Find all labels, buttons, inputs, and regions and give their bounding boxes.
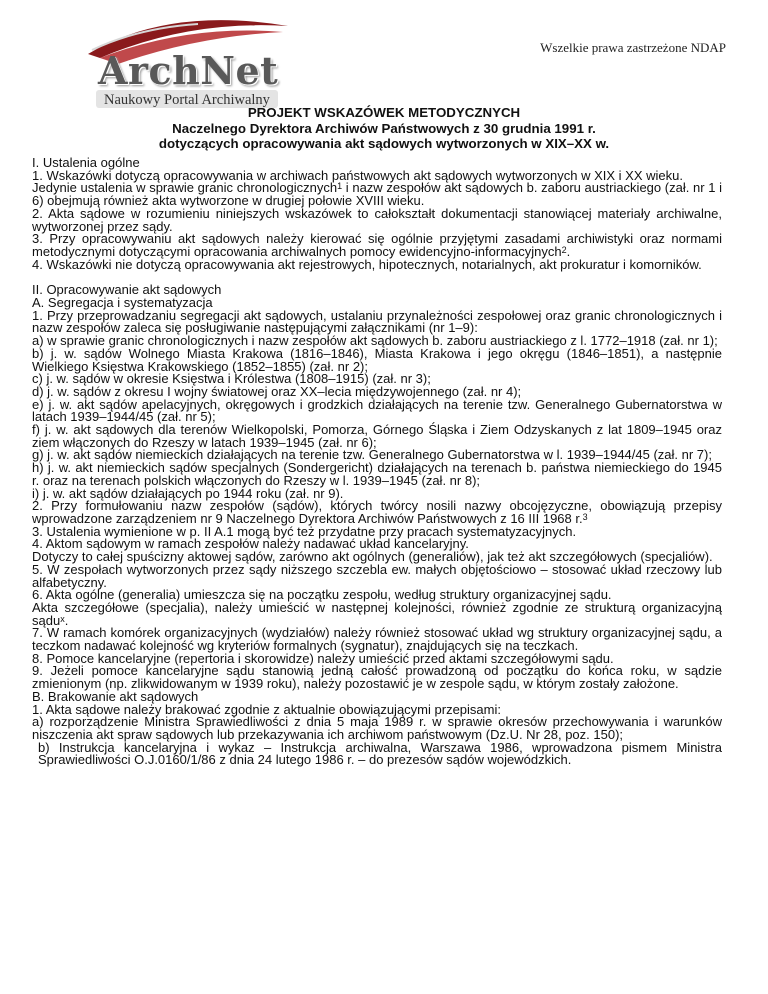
paragraph: 1. Akta sądowe należy brakować zgodnie z aktualnie obowiązującymi przepisami: (32, 701, 501, 717)
paragraph: 6. Akta ogólne (generalia) umieszcza się na początku zespołu, według struktury organizacyjnej sądu. (32, 587, 612, 603)
document-header (0, 105, 768, 152)
header-line-3: dotyczących opracowywania akt sądowych wytworzonych w XIX–XX w. (158, 136, 610, 151)
list-item: h) j. w. akt niemieckich sądów specjalnych (Sondergericht) działających na terenach b. państwa niemieckiego do 1945 r. oraz na terenach polskich włączonych do Rzeszy w l. 1939–1945 (zał. nr 8); (32, 460, 722, 488)
list-item: b) j. w. sądów Wolnego Miasta Krakowa (1816–1846), Miasta Krakowa i jego okręgu (1846–1851), a następnie Wielkiego Księstwa Krakowskiego (1852–1855) (zał. nr 2); (32, 345, 722, 374)
list-item: g) j. w. akt sądów niemieckich działających na terenie tzw. Generalnego Gubernatorstwa w l. 1939–1944/45 (zał. nr 7); (32, 447, 712, 463)
list-item: e) j. w. akt sądów apelacyjnych, okręgowych i grodzkich działających na terenie tzw. Generalnego Gubernatorstwa w latach 1939–1944/45 (zał. nr 5); (32, 396, 722, 425)
paragraph: 8. Pomoce kancelaryjne (repertoria i skorowidze) należy umieścić przed aktami szczegółowymi sądu. (32, 650, 614, 666)
subsection-a-title: A. Segregacja i systematyzacja (32, 295, 213, 311)
list-item: f) j. w. akt sądowych dla terenów Wielkopolski, Pomorza, Górnego Śląska i Ziem Odzyskanych z lat 1809–1945 oraz ziem włączonych do Rzeszy w latach 1939–1945 (zał. nr 6); (32, 422, 722, 450)
list-item: a) w sprawie granic chronologicznych i nazw zespołów akt sądowych b. zaboru austriackiego z l. 1772–1918 (zał. nr 1); (32, 333, 718, 349)
paragraph: 1. Przy przeprowadzaniu segregacji akt sądowych, ustalaniu przynależności zespołowej oraz granic chronologicznych i nazw zespołów zaleca się posługiwanie następującymi załącznikami (nr 1–9): (32, 307, 722, 336)
footnote-ref[interactable]: 1 (337, 181, 343, 192)
list-item: c) j. w. sądów w okresie Księstwa i Królestwa (1808–1915) (zał. nr 3); (32, 371, 431, 387)
copyright-notice: Wszelkie prawa zastrzeżone NDAP (540, 40, 726, 55)
header-line-2: Naczelnego Dyrektora Archiwów Państwowych z 30 grudnia 1991 r. (172, 120, 596, 136)
paragraph: 7. W ramach komórek organizacyjnych (wydziałów) należy również stosować układ wg struktury organizacyjnej sądu, a teczkom nadawać kolejność wg kryteriów formalnych (sygnatur), znajdujących się na teczkach. (32, 625, 722, 654)
logo-subtitle: Naukowy Portal Archiwalny (104, 92, 270, 108)
document-body (32, 157, 722, 767)
archnet-logo[interactable] (78, 14, 298, 110)
subsection-b-title: B. Brakowanie akt sądowych (32, 688, 199, 704)
paragraph: 9. Jeżeli pomoce kancelaryjne sądu stanowią jedną całość prowadzoną od początku do końca roku, w sądzie zmienionym (np. zlikwidowanym w 1939 roku), należy pozostawić je w zespole sądu, w którym zostały założone. (32, 663, 722, 692)
list-item: i) j. w. akt sądów działających po 1944 roku (zał. nr 9). (32, 485, 344, 501)
logo-title: ArchNet (98, 48, 279, 93)
section-2-title: II. Opracowywanie akt sądowych (32, 282, 222, 298)
paragraph: Dotyczy to całej spuścizny aktowej sądów, zarówno akt ogólnych (generaliów), jak też akt szczegółowych (specjaliów). (32, 549, 713, 565)
section-1-title: I. Ustalenia ogólne (32, 155, 140, 170)
paragraph: 1. Wskazówki dotyczą opracowywania w archiwach państwowych akt sądowych wytworzonych w XIX i XX wieku. (32, 167, 683, 183)
footnote-ref[interactable]: 2 (561, 244, 567, 255)
paragraph: 3. Ustalenia wymienione w p. II A.1 mogą być też przydatne przy pracach systematyzacyjnych. (32, 523, 577, 539)
footnote-ref[interactable]: x (60, 613, 65, 624)
list-item: d) j. w. sądów z okresu I wojny światowej oraz XX–lecia międzywojennego (zał. nr 4); (32, 383, 522, 399)
list-item: b) Instrukcja kancelaryjna i wykaz – Instrukcja archiwalna, Warszawa 1986, wprowadzona pismem Ministra Sprawiedliwości O.J.0160/1/86 z dnia 24 lutego 1986 r. – do prezesów sądów wojewódzkich. (38, 739, 722, 768)
paragraph: 4. Wskazówki nie dotyczą opracowywania akt rejestrowych, hipotecznych, notarialnych, akt prokuratur i komorników. (32, 256, 702, 272)
list-item: a) rozporządzenie Ministra Sprawiedliwości z dnia 5 maja 1989 r. w sprawie okresów przechowywania i warunków niszczenia akt spraw sądowych lub przekazywania ich archiwom państwowym (Dz.U. Nr 28, poz. 150); (32, 714, 722, 742)
paragraph: 2. Akta sądowe w rozumieniu niniejszych wskazówek to całokształt dokumentacji stanowiącej materiały archiwalne, wytworzonej przez sądy. (32, 205, 722, 234)
footnote-ref[interactable]: 3 (582, 511, 588, 522)
paragraph: 4. Aktom sądowym w ramach zespołów należy nadawać układ kancelaryjny. (32, 536, 469, 552)
paragraph: 3. Przy opracowywaniu akt sądowych należy kierować się ogólnie przyjętymi zasadami archiwistyki oraz normami metodycznymi dotyczącymi opracowania archiwalnych pomocy ewidencyjno-informacyjnych$^2$. (32, 231, 722, 259)
paragraph: 5. W zespołach wytworzonych przez sądy niższego szczebla ew. małych objętościowo – stosować układ rzeczowy lub alfabetyczny. (32, 561, 722, 590)
paragraph: Jedynie ustalenia w sprawie granic chronologicznych$^1$ i nazw zespołów akt sądowych b. zaboru austriackiego (zał. nr 1 i 6) obejmują również akta wytworzone w drugiej połowie XVIII wieku. (32, 180, 722, 209)
header-line-1: PROJEKT WSKAZÓWEK METODYCZNYCH (247, 105, 521, 120)
paragraph: 2. Przy formułowaniu nazw zespołów (sądów), których twórcy nosili nazwy obcojęzyczne, obowiązują przepisy wprowadzone zarządzeniem nr 9 Naczelnego Dyrektora Archiwów Państwowych z 16 III 1968 r.$^3$ (32, 498, 722, 526)
paragraph: Akta szczegółowe (specjalia), należy umieścić w następnej kolejności, również zgodnie ze strukturą organizacyjną sądu$^x$. (32, 599, 722, 628)
